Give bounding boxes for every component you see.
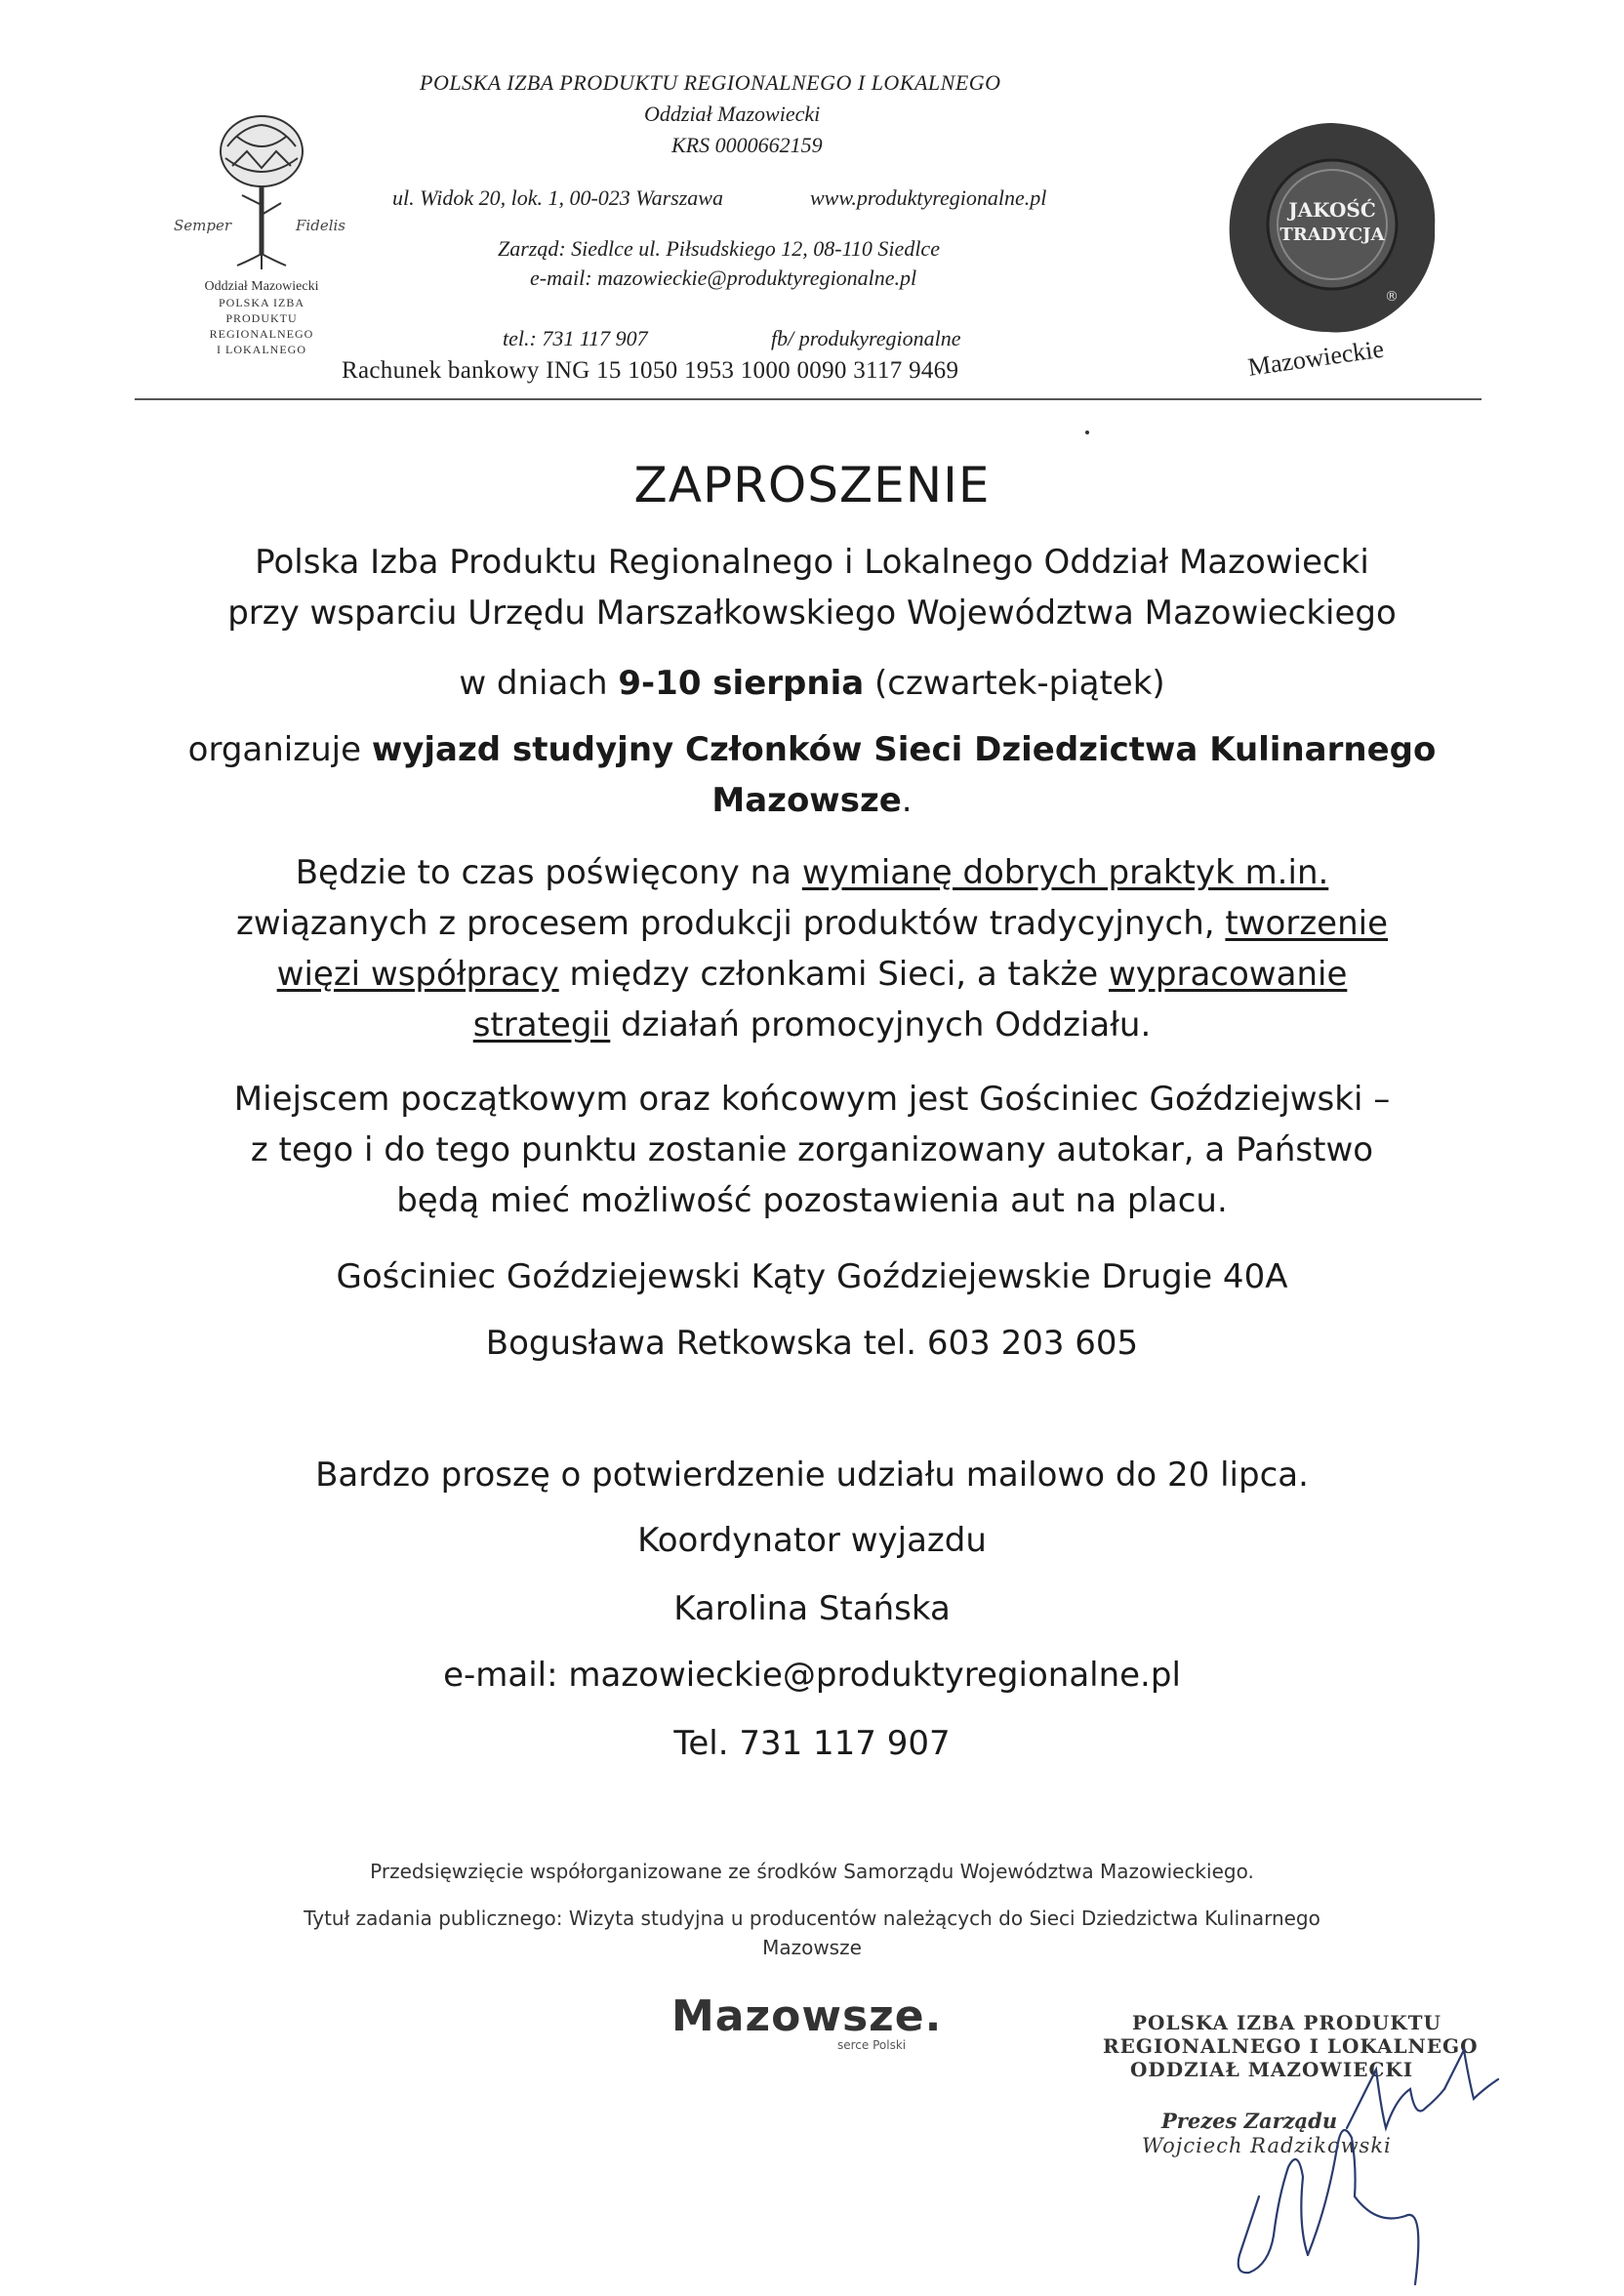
handwritten-signature-icon <box>1181 2030 1513 2294</box>
krs-number: KRS 0000662159 <box>671 133 823 157</box>
dates-prefix: w dniach <box>459 664 619 703</box>
seal-text-line1: JAKOŚĆ <box>1288 198 1376 222</box>
stamp-line: ODDZIAŁ MAZOWIECKI <box>1130 2058 1414 2081</box>
dates-suffix: (czwartek-piątek) <box>864 664 1165 703</box>
stamp-name: Wojciech Radzikowski <box>1142 2134 1392 2157</box>
coordinator-name: Karolina Stańska <box>673 1589 951 1628</box>
facebook-link[interactable]: fb/ produkyregionalne <box>771 326 961 350</box>
mazowsze-wordmark: Mazowsze. <box>671 1991 943 2041</box>
tree-emblem-icon <box>208 107 315 273</box>
board-address: Zarząd: Siedlce ul. Piłsudskiego 12, 08-110 Siedlce <box>498 236 940 261</box>
purpose-highlight: więzi współpracy <box>276 955 559 994</box>
meeting-line: Miejscem początkowym oraz końcowym jest Gościniec Goździejwski – <box>233 1080 1391 1119</box>
website-link[interactable]: www.produktyregionalne.pl <box>810 185 1047 210</box>
trip-paragraph <box>0 724 1624 826</box>
seal-region-label: Mazowieckie <box>1245 334 1386 382</box>
logo-caption <box>164 279 359 357</box>
document-title: ZAPROSZENIE <box>633 457 991 513</box>
seal-registered-mark: ® <box>1385 289 1399 305</box>
trip-title-line: Mazowsze <box>711 781 902 820</box>
task-title-note <box>0 1904 1624 1962</box>
purpose-highlight: wymianę dobrych praktyk m.in. <box>801 853 1329 892</box>
trip-title-end: . <box>901 781 913 820</box>
office-address: ul. Widok 20, lok. 1, 00-023 Warszawa <box>392 185 723 210</box>
motto-left: Semper <box>174 217 232 234</box>
venue-address: Gościniec Goździejewski Kąty Goździejewskie Drugie 40A <box>336 1257 1288 1296</box>
stamp-line: POLSKA IZBA PRODUKTU <box>1132 2011 1441 2034</box>
dates-line <box>0 658 1624 709</box>
meeting-line: będą mieć możliwość pozostawienia aut na placu. <box>396 1181 1228 1220</box>
stamp-role: Prezes Zarządu <box>1161 2109 1338 2133</box>
bank-account: Rachunek bankowy ING 15 1050 1953 1000 0090 3117 9469 <box>342 357 959 384</box>
organizes-text: organizuje <box>187 730 372 769</box>
purpose-text: między członkami Sieci, a także <box>558 955 1109 994</box>
logo-caption-line: Oddział Mazowiecki <box>204 279 319 294</box>
coordinator-phone: Tel. 731 117 907 <box>673 1724 951 1763</box>
wax-seal-icon <box>1220 115 1444 340</box>
logo-caption-line: PRODUKTU <box>225 311 298 325</box>
scan-dot <box>1085 430 1089 434</box>
purpose-highlight: wypracowanie <box>1108 955 1348 994</box>
purpose-text: związanych z procesem produkcji produktów tradycyjnych, <box>235 904 1226 943</box>
motto-right: Fidelis <box>296 217 345 234</box>
mazowsze-logo <box>671 1991 945 2060</box>
trip-title-line: wyjazd studyjny Członków Sieci Dziedzictwa Kulinarnego <box>371 730 1437 769</box>
intro-line: Polska Izba Produktu Regionalnego i Lokalnego Oddział Mazowiecki <box>255 543 1369 582</box>
cofinancing-note: Przedsięwzięcie współorganizowane ze środków Samorządu Województwa Mazowieckiego. <box>370 1860 1254 1883</box>
confirmation-request: Bardzo proszę o potwierdzenie udziału mailowo do 20 lipca. <box>315 1456 1309 1495</box>
task-title-line: Tytuł zadania publicznego: Wizyta studyjna u producentów należących do Sieci Dziedzictwa Kulinarnego <box>304 1906 1320 1930</box>
event-dates: 9-10 sierpnia <box>618 664 865 703</box>
coordinator-email-link[interactable]: e-mail: mazowieckie@produktyregionalne.pl <box>443 1656 1181 1695</box>
header-email-link[interactable]: e-mail: mazowieckie@produktyregionalne.pl <box>530 266 917 290</box>
meeting-line: z tego i do tego punktu zostanie zorganizowany autokar, a Państwo <box>250 1130 1374 1169</box>
organization-logo <box>164 107 359 390</box>
branch-name: Oddział Mazowiecki <box>644 102 821 126</box>
logo-caption-line: REGIONALNEGO <box>209 327 314 341</box>
purpose-paragraph <box>0 847 1624 1050</box>
organization-name: POLSKA IZBA PRODUKTU REGIONALNEGO I LOKALNEGO <box>420 70 1001 95</box>
header-divider <box>135 398 1482 400</box>
purpose-highlight: strategii <box>472 1005 611 1045</box>
contact-person: Bogusława Retkowska tel. 603 203 605 <box>485 1324 1139 1363</box>
logo-caption-line: POLSKA IZBA <box>218 296 304 309</box>
meeting-paragraph <box>0 1074 1624 1226</box>
stamp-line: REGIONALNEGO I LOKALNEGO <box>1103 2034 1479 2058</box>
purpose-text: Będzie to czas poświęcony na <box>295 853 802 892</box>
header-phone: tel.: 731 117 907 <box>503 326 648 350</box>
mazowsze-tagline: serce Polski <box>837 2038 907 2052</box>
logo-caption-line: I LOKALNEGO <box>217 343 306 356</box>
coordinator-label: Koordynator wyjazdu <box>637 1521 987 1560</box>
intro-line: przy wsparciu Urzędu Marszałkowskiego Województwa Mazowieckiego <box>227 594 1397 633</box>
purpose-highlight: tworzenie <box>1225 904 1389 943</box>
intro-paragraph <box>0 537 1624 638</box>
purpose-text: działań promocyjnych Oddziału. <box>610 1005 1152 1045</box>
quality-seal <box>1220 115 1444 340</box>
seal-text-line2: TRADYCJA <box>1279 225 1385 245</box>
task-title-line: Mazowsze <box>762 1936 862 1959</box>
